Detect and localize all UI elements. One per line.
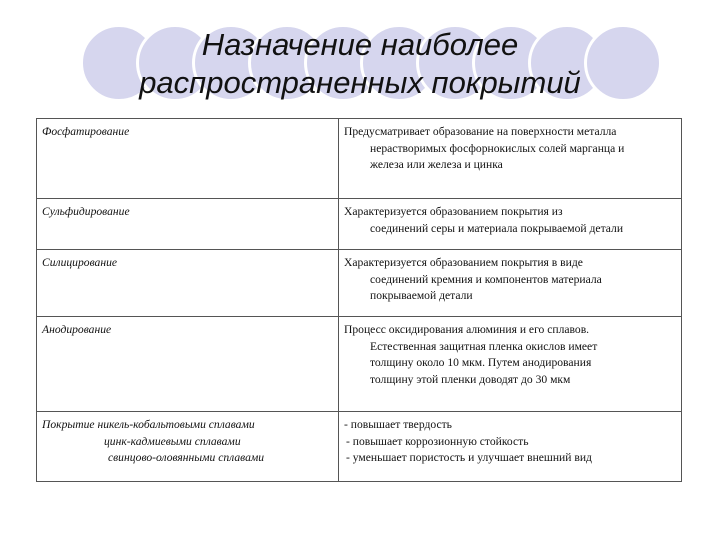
description-line: нерастворимых фосфорнокислых солей марганца и <box>370 141 625 155</box>
effect-bullet: - повышает твердость <box>344 418 452 431</box>
effect-bullet: - повышает коррозионную стойкость <box>346 434 529 448</box>
description-line: Предусматривает образование на поверхности металла <box>344 125 617 138</box>
coating-name: Сульфидирование <box>37 199 339 250</box>
coating-name <box>37 412 339 482</box>
description-line: Характеризуется образованием покрытия из <box>344 205 563 218</box>
table-row <box>37 119 682 199</box>
description-line: соединений серы и материала покрываемой детали <box>370 221 624 235</box>
coating-name-line: свинцово-оловянными сплавами <box>108 451 265 464</box>
description-line: Характеризуется образованием покрытия в виде <box>344 256 583 269</box>
coating-effects <box>339 412 682 482</box>
coating-description <box>339 250 682 317</box>
description-line: Процесс оксидирования алюминия и его сплавов. <box>344 323 590 336</box>
description-line: соединений кремния и компонентов материала <box>370 272 602 286</box>
coating-name-line: цинк-кадмиевыми сплавами <box>104 434 241 448</box>
description-line: покрываемой детали <box>370 289 473 302</box>
coating-description <box>339 119 682 199</box>
coating-name: Фосфатирование <box>37 119 339 199</box>
table-row <box>37 250 682 317</box>
slide-title-line-1: Назначение наиболее <box>201 27 519 62</box>
description-line: толщину около 10 мкм. Путем анодирования <box>370 356 592 369</box>
slide-title <box>0 26 720 102</box>
slide-title-line-2: распространенных покрытий <box>139 65 581 100</box>
coating-name: Анодирование <box>37 317 339 412</box>
coatings-table <box>36 118 682 482</box>
table-row <box>37 317 682 412</box>
effect-bullet: - уменьшает пористость и улучшает внешний вид <box>346 451 592 464</box>
description-line: Естественная защитная пленка окислов имеет <box>370 339 598 353</box>
coating-description <box>339 199 682 250</box>
coating-description <box>339 317 682 412</box>
description-line: толщину этой пленки доводят до 30 мкм <box>370 372 571 386</box>
coating-name-line: Покрытие никель-кобальтовыми сплавами <box>42 418 255 431</box>
coating-name: Силицирование <box>37 250 339 317</box>
table-row <box>37 199 682 250</box>
table-row <box>37 412 682 482</box>
description-line: железа или железа и цинка <box>370 158 503 171</box>
